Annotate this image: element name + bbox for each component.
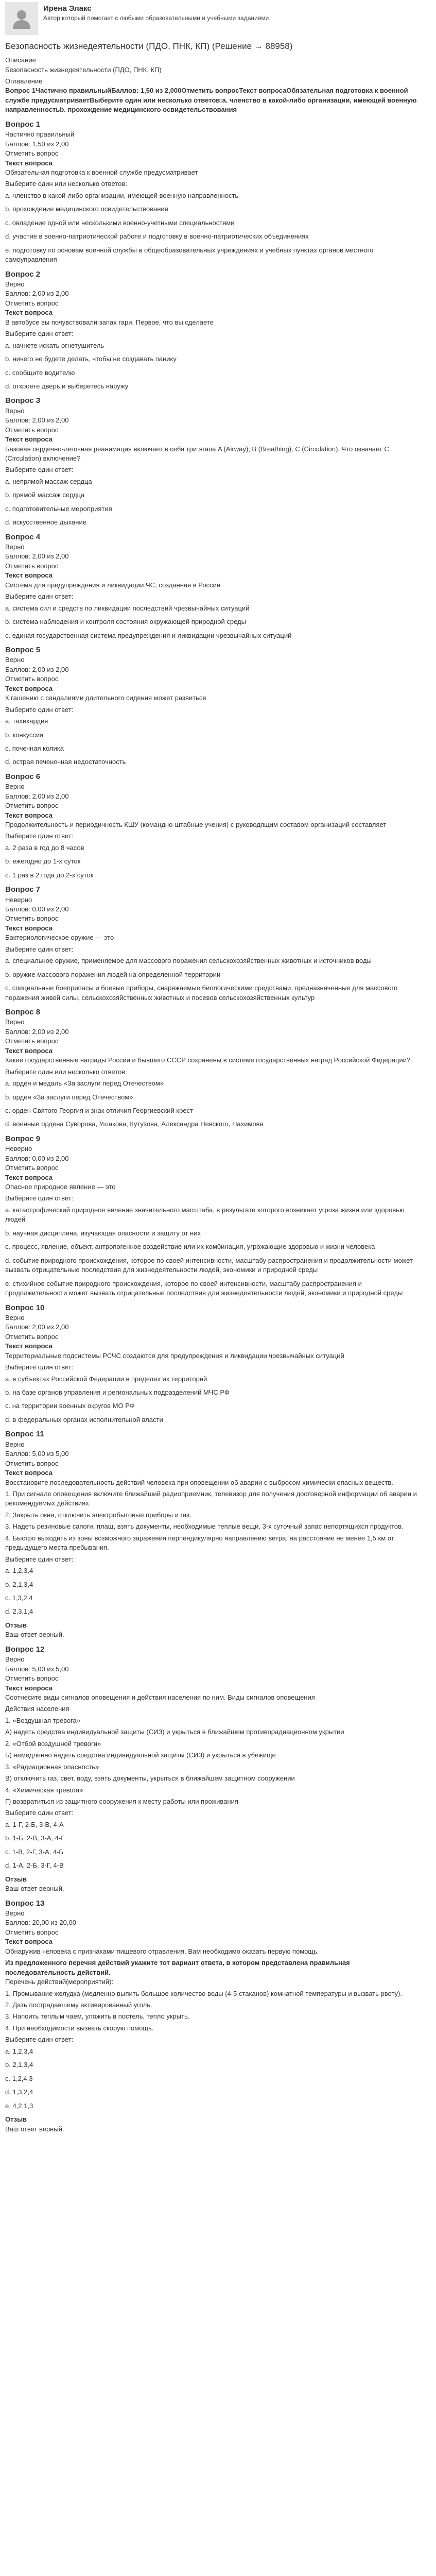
numbered-step: 3. Надеть резиновые сапоги, плащ, взять документы, необходимые теплые вещи, 3-х суточный запас непортящихся продуктов. (5, 1522, 404, 1531)
answer-option[interactable]: d. в федеральных органах исполнительной власти (5, 1415, 163, 1423)
answer-option[interactable]: b. орден «За заслуги перед Отечеством» (5, 1093, 133, 1101)
answer-option[interactable]: a. 1,2,3,4 (5, 1567, 33, 1575)
question-status: Верно (5, 1655, 25, 1664)
question-text-label: Текст вопроса (5, 811, 53, 819)
question-score: Баллов: 2,00 из 2,00 (5, 792, 69, 800)
list-item: 4. «Химическая тревога» (5, 1786, 83, 1794)
feedback-text: Ваш ответ верный. (5, 1631, 64, 1639)
question-text: Система для предупреждения и ликвидации ЧС, созданная в России (5, 581, 221, 589)
question-block (5, 1898, 421, 2134)
author-block (5, 0, 421, 35)
answer-option[interactable]: b. оружие массового поражения людей на определенной территории (5, 970, 221, 978)
question-text: Какие государственные награды России и бывшего СССР сохранены в системе государственных наград Российской Федерации? (5, 1056, 411, 1064)
answer-option[interactable]: b. конкуссия (5, 731, 44, 739)
question-title: Вопрос 9 (5, 1134, 41, 1143)
question-text: Восстановите последовательность действий человека при оповещении об аварии с выбросом химически опасных веществ. (5, 1478, 393, 1486)
answer-option[interactable]: c. почечная колика (5, 744, 64, 752)
question-block (5, 1302, 421, 1425)
answer-prompt: Выберите один ответ: (5, 592, 74, 601)
answer-option[interactable]: a. орден и медаль «За заслуги перед Отечеством» (5, 1079, 164, 1088)
question-score: Баллов: 2,00 из 2,00 (5, 416, 69, 425)
question-text-label: Текст вопроса (5, 1684, 53, 1692)
list-item: 3. Напоить теплым чаем, уложить в постель, тепло укрыть. (5, 2012, 190, 2021)
list-item: 2. Дать пострадавшему активированный уголь. (5, 2001, 152, 2009)
answer-option[interactable]: d. 1,3,2,4 (5, 2088, 33, 2096)
numbered-step: 4. Быстро выходить из зоны возможного заражения перпендикулярно направлению ветра, на расстояние не менее 1,5 км от предыдущего места пребывания. (5, 1534, 394, 1552)
answer-option[interactable]: b. система наблюдения и контроля состояния окружающей природной среды (5, 618, 246, 626)
answer-prompt: Выберите один ответ: (5, 1555, 74, 1563)
question-status: Верно (5, 656, 25, 664)
question-status: Неверно (5, 1145, 32, 1153)
question-text: Соотнесите виды сигналов оповещения и действия населения по ним. Виды сигналов оповещения (5, 1693, 315, 1701)
question-title: Вопрос 8 (5, 1008, 41, 1017)
question-title: Вопрос 4 (5, 532, 41, 541)
answer-option[interactable]: c. сообщите водителю (5, 368, 75, 377)
question-status: Верно (5, 280, 25, 288)
answer-option[interactable]: c. на территории военных округов МО РФ (5, 1402, 135, 1410)
question-text-label: Текст вопроса (5, 1469, 53, 1477)
question-status: Верно (5, 1909, 25, 1917)
question-status: Верно (5, 1313, 25, 1321)
question-text: Опасное природное явление — это (5, 1183, 116, 1191)
answer-prompt: Выберите один ответ: (5, 1809, 74, 1817)
list-item: 2. «Отбой воздушной тревоги» (5, 1739, 101, 1748)
question-score: Баллов: 2,00 из 2,00 (5, 552, 69, 561)
question-text: К гашению с сандалиями длительного сидения может развиться (5, 694, 206, 702)
answer-option[interactable]: d. 1-А, 2-Б, 3-Г, 4-В (5, 1861, 64, 1870)
answer-option[interactable]: d. военные ордена Суворова, Ушакова, Кутузова, Александра Невского, Нахимова (5, 1120, 264, 1128)
question-block (5, 395, 421, 527)
question-text: Бактериологическое оружие — это (5, 934, 114, 942)
toc-text: Вопрос 1Частично правильныйБаллов: 1,50 из 2,000Отметить вопросТекст вопросаОбязательная подготовка к военной службе предусматриваетВыберите один или несколько ответов:a. членство в какой-либо организации, имеющей военную направленностьb. прохождение медицинского освидетельствования (5, 87, 417, 114)
list-item: B) отключить газ, свет, воду, взять документы, укрыться в ближайшем защитном сооружении (5, 1774, 295, 1783)
question-title: Вопрос 2 (5, 269, 41, 279)
answer-option[interactable]: a. членство в какой-либо организации, имеющей военную направленность (5, 191, 239, 199)
flag-question-link[interactable]: Отметить вопрос (5, 1332, 59, 1341)
answer-option[interactable]: c. 1,3,2,4 (5, 1594, 33, 1602)
answer-option[interactable]: d. 2,3,1,4 (5, 1607, 33, 1616)
flag-question-link[interactable]: Отметить вопрос (5, 675, 59, 683)
answer-option[interactable]: b. 2,1,3,4 (5, 1580, 33, 1588)
question-text: Обязательная подготовка к военной службе предусматривает (5, 168, 198, 176)
question-block (5, 119, 421, 265)
question-score: Баллов: 20,00 из 20,00 (5, 1919, 76, 1927)
question-title: Вопрос 12 (5, 1645, 45, 1654)
question-block (5, 1007, 421, 1129)
question-title: Вопрос 10 (5, 1303, 45, 1312)
question-status: Верно (5, 783, 25, 791)
answer-option[interactable]: d. откроете дверь и выберетесь наружу (5, 382, 129, 390)
list-item: 3. «Радиационная опасность» (5, 1762, 99, 1771)
answer-prompt: Выберите один ответ: (5, 1194, 74, 1202)
question-text: Базовая сердечно-легочная реанимация включает в себя три этапа A (Airway); B (Breathing); C (Circulation). Что означает C (Circulation) включение? (5, 445, 389, 462)
question-score: Баллов: 2,00 из 2,00 (5, 665, 69, 673)
list-item: 1. Промывание желудка (медленно выпить большое количество воды (4-5 стаканов) комнатной температуры и вызвать рвоту). (5, 1989, 402, 1997)
flag-question-link[interactable]: Отметить вопрос (5, 914, 59, 923)
question-text: Продолжительность и периодичность КШУ (командно-штабные учения) с руководящим составом организаций составляет (5, 821, 387, 828)
answer-option[interactable]: b. 2,1,3,4 (5, 2061, 33, 2069)
question-text-label: Текст вопроса (5, 1342, 53, 1350)
question-block (5, 1644, 421, 1894)
question-text-extra: Из предложенного перечня действий укажите тот вариант ответа, в котором представлена правильная последовательность действий. (5, 1959, 350, 1976)
questions-list (5, 119, 421, 2134)
answer-option[interactable]: e. стихийное событие природного происхождения, которое по своей интенсивности, масштабу распространения и продолжительности может вызвать отрицательные последствия для жизнедеятельности людей, экономики и природной среды (5, 1279, 403, 1297)
feedback-label: Отзыв (5, 1621, 27, 1629)
answer-prompt: Выберите один ответ: (5, 466, 74, 474)
answer-option[interactable]: c. овладение одной или несколькими военно-учетными специальностями (5, 218, 235, 227)
answer-option[interactable]: b. 1-Б, 2-В, 3-А, 4-Г (5, 1834, 65, 1842)
flag-question-link[interactable]: Отметить вопрос (5, 149, 59, 158)
answer-option[interactable]: d. острая печеночная недостаточность (5, 758, 126, 766)
question-text-label: Текст вопроса (5, 684, 53, 692)
author-description: Автор который помогает с любыми образовательными и учебными заданиями (43, 14, 269, 22)
answer-option[interactable]: c. единая государственная система предупреждения и ликвидации чрезвычайных ситуаций (5, 631, 292, 639)
question-block (5, 884, 421, 1003)
list-item: Б) немедленно надеть средства индивидуальной защиты (СИЗ) и укрыться в убежище (5, 1751, 276, 1759)
answer-option[interactable]: e. 4,2,1,3 (5, 2102, 33, 2110)
answer-option[interactable]: c. процесс, явление, объект, антропогенное воздействие или их комбинация, угрожающие здоровью и жизни человека (5, 1243, 375, 1251)
question-score: Баллов: 5,00 из 5,00 (5, 1665, 69, 1673)
answer-option[interactable]: c. 1 раз в 2 года до 2-х суток (5, 871, 94, 879)
question-score: Баллов: 1,50 из 2,00 (5, 140, 69, 148)
avatar[interactable] (5, 2, 38, 35)
answer-option[interactable]: a. тахикардия (5, 717, 48, 725)
question-block (5, 645, 421, 767)
answer-option[interactable]: b. на базе органов управления и региональных подразделений МЧС РФ (5, 1388, 230, 1397)
flag-question-link[interactable]: Отметить вопрос (5, 299, 59, 307)
question-status: Верно (5, 406, 25, 415)
list-item: Г) возвратиться из защитного сооружения к месту работы или проживания (5, 1798, 238, 1806)
feedback-label: Отзыв (5, 2115, 27, 2124)
answer-option[interactable]: b. ежегодно до 1-х суток (5, 857, 81, 866)
question-block (5, 532, 421, 640)
answer-prompt: Выберите один или несколько ответов: (5, 1067, 127, 1076)
answer-option[interactable]: d. событие природного происхождения, которое по своей интенсивности, масштабу распространения и продолжительности может вызвать отрицательные последствия для жизнедеятельности людей, экономики и природной среды (5, 1256, 413, 1274)
list-item: 4. При необходимости вызвать скорую помощь. (5, 2024, 154, 2032)
question-score: Баллов: 0,00 из 2,00 (5, 1154, 69, 1162)
question-title: Вопрос 6 (5, 772, 41, 781)
answer-prompt: Выберите один ответ: (5, 705, 74, 714)
flag-question-link[interactable]: Отметить вопрос (5, 1928, 59, 1936)
toc-label: Оглавление (5, 77, 43, 86)
question-text-label: Текст вопроса (5, 1046, 53, 1055)
question-block (5, 1133, 421, 1298)
question-score: Баллов: 2,00 из 2,00 (5, 290, 69, 298)
question-title: Вопрос 3 (5, 396, 41, 405)
flag-question-link[interactable]: Отметить вопрос (5, 1164, 59, 1172)
question-status: Верно (5, 1018, 25, 1026)
answer-option[interactable]: a. в субъектах Российской Федерации в пределах их территорий (5, 1375, 207, 1383)
question-text: Территориальные подсистемы РСЧС создаются для предупреждения и ликвидации чрезвычайных ситуаций (5, 1351, 344, 1360)
answer-option[interactable]: a. 1-Г, 2-Б, 3-В, 4-А (5, 1820, 64, 1828)
list-item: Перечень действий(мероприятий): (5, 1978, 114, 1986)
question-text-label: Текст вопроса (5, 159, 53, 167)
answer-prompt: Выберите один ответ: (5, 945, 74, 953)
question-block (5, 269, 421, 392)
author-name[interactable]: Ирена Элакс (43, 4, 92, 13)
answer-option[interactable]: c. подготовительные мероприятия (5, 504, 112, 513)
question-score: Баллов: 0,00 из 2,00 (5, 905, 69, 913)
answer-option[interactable]: b. ничего не будете делать, чтобы не создавать панику (5, 355, 177, 363)
answer-prompt: Выберите один ответ: (5, 2036, 74, 2044)
question-text-label: Текст вопроса (5, 571, 53, 580)
description-text: Безопасность жизнедеятельности (ПДО, ПНК, КП) (5, 65, 162, 74)
question-title: Вопрос 1 (5, 120, 41, 129)
flag-question-link[interactable]: Отметить вопрос (5, 1459, 59, 1467)
question-text-label: Текст вопроса (5, 924, 53, 932)
answer-prompt: Выберите один ответ: (5, 330, 74, 338)
list-item: Действия населения (5, 1705, 69, 1713)
numbered-step: 2. Закрыть окна, отключить электробытовые приборы и газ. (5, 1511, 191, 1519)
question-score: Баллов: 2,00 из 2,00 (5, 1027, 69, 1036)
list-item: A) надеть средства индивидуальной защиты (СИЗ) и укрыться в ближайшем противорадиационном укрытии (5, 1728, 344, 1736)
question-block (5, 1429, 421, 1639)
answer-option[interactable]: a. начнете искать огнетушитель (5, 341, 104, 349)
answer-option[interactable]: b. прямой массаж сердца (5, 491, 85, 499)
answer-option[interactable]: d. искусственное дыхание (5, 518, 86, 527)
answer-prompt: Выберите один ответ: (5, 832, 74, 840)
answer-option[interactable]: e. подготовку по основам военной службы в общеобразовательных учреждениях и учебных пунктах органов местного самоуправления (5, 246, 374, 264)
list-item: 1. «Воздушная тревога» (5, 1716, 81, 1724)
answer-option[interactable]: a. 2 раза в год до 8 часов (5, 843, 84, 852)
question-score: Баллов: 2,00 из 2,00 (5, 1323, 69, 1331)
question-text-label: Текст вопроса (5, 1938, 53, 1946)
flag-question-link[interactable]: Отметить вопрос (5, 1037, 59, 1045)
answer-prompt: Выберите один или несколько ответов: (5, 180, 127, 188)
question-status: Частично правильный (5, 130, 75, 139)
question-text-label: Текст вопроса (5, 309, 53, 317)
answer-option[interactable]: a. катастрофический природное явление значительного масштаба, в результате которого возникает угроза жизни или здоровью людей (5, 1206, 405, 1224)
answer-prompt: Выберите один ответ: (5, 1363, 74, 1371)
question-text: В автобусе вы почувствовали запах гари. Первое, что вы сделаете (5, 318, 214, 326)
flag-question-link[interactable]: Отметить вопрос (5, 802, 59, 810)
question-text: Обнаружив человека с признаками пищевого отравления. Вам необходимо оказать первую помощь. (5, 1947, 319, 1955)
author-info (43, 2, 269, 23)
user-silhouette-icon (10, 7, 33, 30)
numbered-step: 1. При сигнале оповещения включите ближайший радиоприемник, телевизор для получения достоверной информации об аварии и рекомендуемых действиях. (5, 1489, 417, 1507)
feedback-label: Отзыв (5, 1875, 27, 1883)
question-title: Вопрос 7 (5, 885, 41, 894)
question-status: Неверно (5, 895, 32, 904)
question-title: Вопрос 11 (5, 1430, 44, 1439)
question-block (5, 771, 421, 880)
flag-question-link[interactable]: Отметить вопрос (5, 1674, 59, 1683)
feedback-text: Ваш ответ верный. (5, 2125, 64, 2133)
question-text-label: Текст вопроса (5, 435, 53, 444)
answer-option[interactable]: c. 1,2,4,3 (5, 2074, 33, 2082)
answer-option[interactable]: b. научная дисциплина, изучающая опасности и защиту от них (5, 1229, 201, 1237)
answer-option[interactable]: d. участие в военно-патриотической работе и подготовку в военно-патриотических объединениях (5, 232, 309, 241)
answer-option[interactable]: c. специальные боеприпасы и боевые приборы, снаряжаемые биологическими средствами, предназначенные для массового поражения живой силы, сельскохозяйственных животных и посевов сельскохозяйственных культур (5, 984, 398, 1002)
question-status: Верно (5, 1440, 25, 1448)
answer-option[interactable]: a. специальное оружие, применяемое для массового поражения сельскохозяйственных животных и источников воды (5, 957, 372, 965)
question-title: Вопрос 13 (5, 1899, 45, 1908)
question-title: Вопрос 5 (5, 646, 41, 655)
question-score: Баллов: 5,00 из 5,00 (5, 1450, 69, 1458)
flag-question-link[interactable]: Отметить вопрос (5, 562, 59, 570)
answer-option[interactable]: c. орден Святого Георгия и знак отличия Георгиевский крест (5, 1107, 193, 1115)
description-label: Описание (5, 56, 36, 64)
answer-option[interactable]: a. 1,2,3,4 (5, 2047, 33, 2055)
answer-option[interactable]: a. система сил и средств по ликвидации последствий чрезвычайных ситуаций (5, 604, 250, 612)
flag-question-link[interactable]: Отметить вопрос (5, 426, 59, 434)
answer-option[interactable]: b. прохождение медицинского освидетельствования (5, 205, 168, 213)
answer-option[interactable]: a. непрямой массаж сердца (5, 477, 92, 485)
question-text-label: Текст вопроса (5, 1173, 53, 1181)
feedback-text: Ваш ответ верный. (5, 1885, 64, 1893)
question-status: Верно (5, 543, 25, 551)
answer-option[interactable]: c. 1-В, 2-Г, 3-А, 4-Б (5, 1848, 63, 1856)
document-title: Безопасность жизнедеятельности (ПДО, ПНК, КП) (Решение → 88958) (5, 41, 293, 51)
